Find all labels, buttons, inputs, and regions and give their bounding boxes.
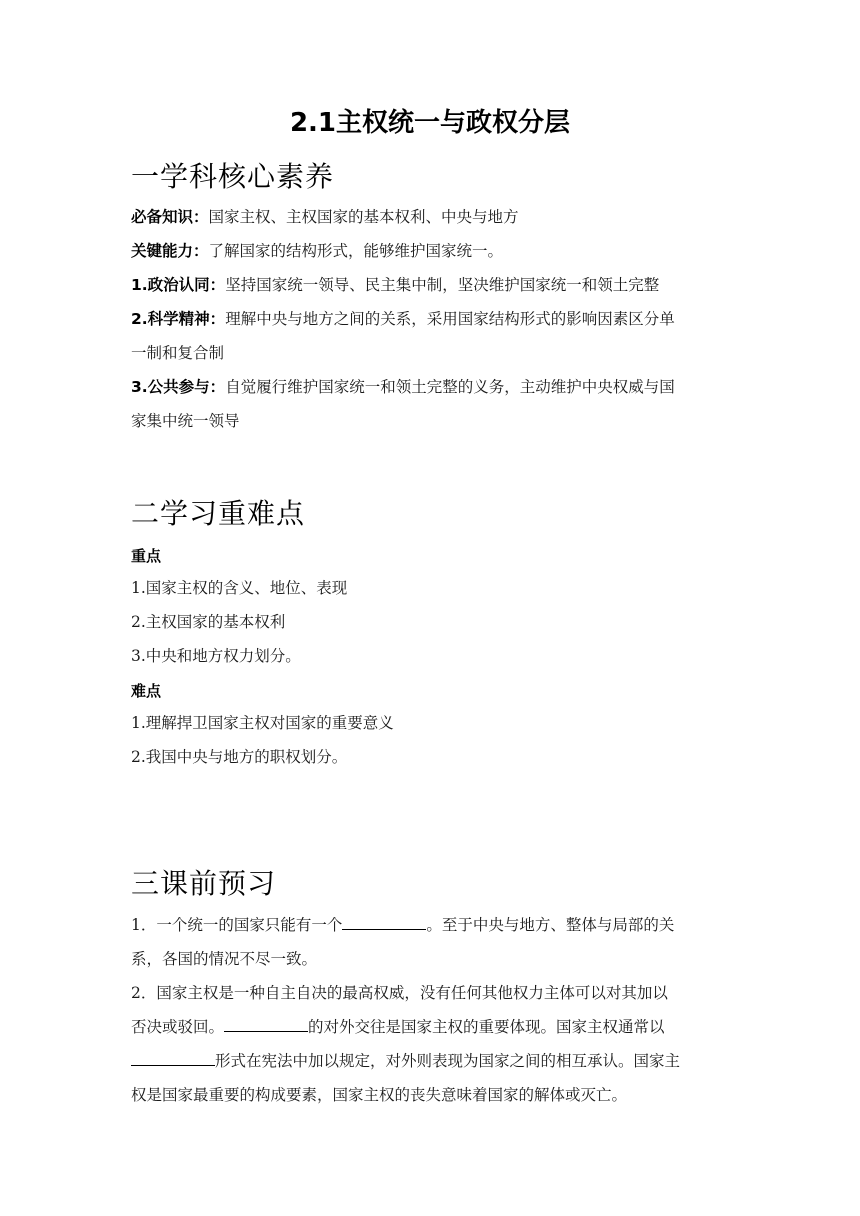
section-heading-core-literacy: 一学科核心素养 [131,160,335,193]
list-item-continuation: 家集中统一领导 [131,412,240,430]
question-2-line: 权是国家最重要的构成要素，国家主权的丧失意味着国家的解体或灭亡。 [131,1086,628,1104]
list-item-continuation: 一制和复合制 [131,344,225,362]
item-label: 关键能力： [131,242,209,260]
item-label: 2.科学精神： [131,310,226,328]
key-points-label: 重点 [131,547,162,565]
question-text: 形式在宪法中加以规定，对外则表现为国家之间的相互承认。国家主 [215,1052,681,1070]
question-text: 的对外交往是国家主权的重要体现。国家主权通常以 [308,1018,665,1036]
question-1-line [131,908,733,942]
question-2-line [131,1010,733,1044]
section-heading-key-difficulties: 二学习重难点 [131,497,306,530]
key-point-item: 1.国家主权的含义、地位、表现 [131,579,348,597]
list-item [131,370,731,404]
question-text: 否决或驳回。 [131,1018,225,1036]
item-text: 自觉履行维护国家统一和领土完整的义务，主动维护中央权威与国 [225,378,675,396]
page-title: 2.1主权统一与政权分层 [289,108,571,138]
key-point-item: 3.中央和地方权力划分。 [131,647,301,665]
question-text: 1．一个统一的国家只能有一个 [131,916,343,934]
list-item [131,234,731,268]
question-2-line [131,1044,733,1078]
question-text: 。至于中央与地方、整体与局部的关 [426,916,675,934]
item-label: 1.政治认同： [131,276,226,294]
item-text: 国家主权、主权国家的基本权利、中央与地方 [208,208,519,226]
item-text: 了解国家的结构形式，能够维护国家统一。 [208,242,504,260]
question-2-line: 2．国家主权是一种自主自决的最高权威，没有任何其他权力主体可以对其加以 [131,984,668,1002]
question-1 [131,908,733,976]
section-heading-preview: 三课前预习 [131,867,277,900]
difficult-points-label: 难点 [131,682,162,700]
list-item [131,268,731,302]
answer-blank[interactable] [131,1047,215,1066]
question-1-line: 系，各国的情况不尽一致。 [131,950,318,968]
key-point-item: 2.主权国家的基本权利 [131,613,286,631]
list-item [131,302,731,336]
item-text: 理解中央与地方之间的关系，采用国家结构形式的影响因素区分单 [225,310,675,328]
item-text: 坚持国家统一领导、民主集中制，坚决维护国家统一和领土完整 [225,276,660,294]
item-label: 必备知识： [131,208,209,226]
answer-blank[interactable] [342,911,426,930]
difficult-point-item: 2.我国中央与地方的职权划分。 [131,748,348,766]
question-2 [131,976,733,1112]
list-item [131,200,731,234]
item-label: 3.公共参与： [131,378,226,396]
answer-blank[interactable] [224,1013,308,1032]
difficult-point-item: 1.理解捍卫国家主权对国家的重要意义 [131,714,394,732]
